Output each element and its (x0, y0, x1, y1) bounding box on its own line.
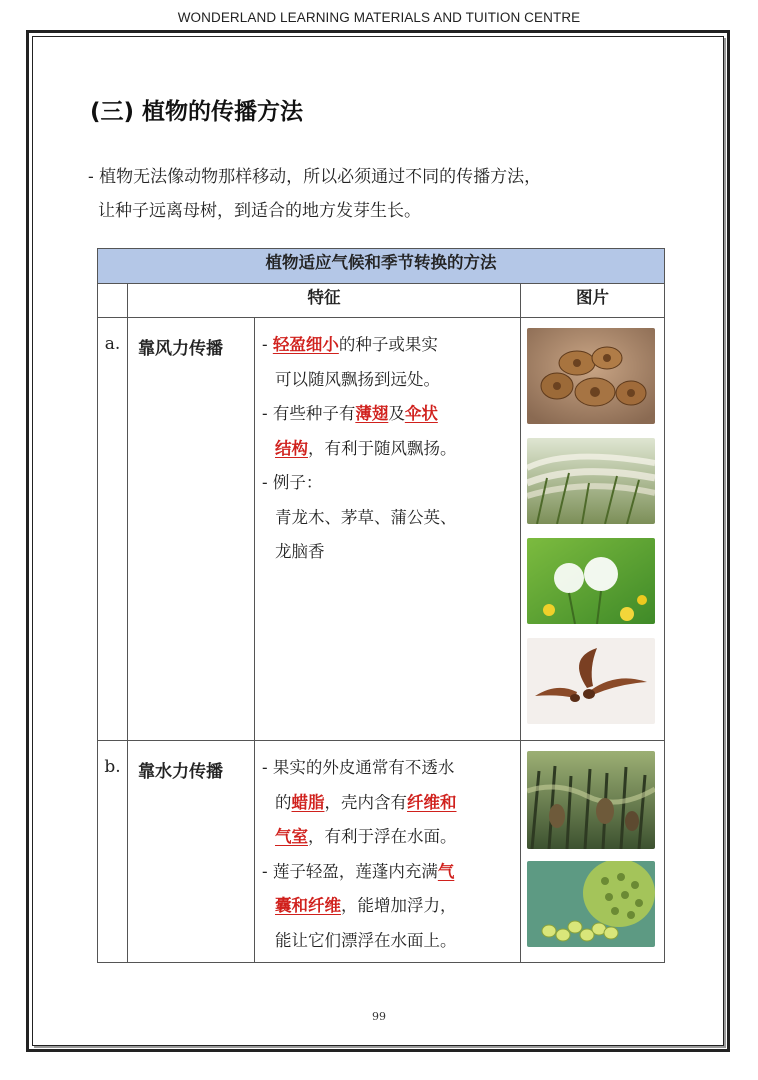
page-header: WONDERLAND LEARNING MATERIALS AND TUITION CENTRE (177, 10, 581, 25)
desc-continuation: 青龙木、茅草、蒲公英、 (275, 507, 457, 527)
intro-line-2: 让种子远离母树，到适合的地方发芽生长。 (98, 201, 421, 221)
desc-item: - 有些种子有薄翅及伞状 (262, 404, 438, 423)
intro-paragraph (88, 160, 541, 228)
method-description (255, 318, 521, 741)
highlight-keyword: 结构 (275, 438, 308, 458)
column-header-picture: 图片 (521, 284, 665, 318)
method-description (255, 741, 521, 963)
desc-item: - 果实的外皮通常有不透水 (262, 758, 455, 777)
dispersal-table (97, 248, 665, 963)
desc-continuation: 的蜡脂，壳内含有纤维和 (275, 792, 457, 812)
blank-header-cell (98, 284, 128, 318)
picture-cell (521, 318, 665, 741)
method-name: 靠风力传播 (128, 318, 255, 741)
picture-cell (521, 741, 665, 963)
section-title: (三) 植物的传播方法 (90, 99, 304, 125)
dipterocarp-seed-photo (527, 638, 655, 724)
desc-item: - 例子： (262, 473, 323, 492)
lotus-pod-photo (527, 861, 655, 947)
table-row (98, 741, 665, 963)
desc-continuation: 可以随风飘扬到远处。 (275, 369, 440, 389)
highlight-keyword: 气室 (275, 827, 308, 846)
desc-item: - 莲子轻盈，莲蓬内充满气 (262, 861, 455, 881)
page-number: 99 (372, 1010, 386, 1023)
desc-continuation: 龙脑香 (275, 542, 325, 561)
table-caption: 植物适应气候和季节转换的方法 (98, 249, 665, 284)
highlight-keyword: 囊和纤维 (275, 896, 341, 915)
grass-photo (527, 438, 655, 524)
table-row (98, 318, 665, 741)
intro-line-1: - 植物无法像动物那样移动，所以必须通过不同的传播方法， (88, 167, 542, 187)
row-index: b. (98, 741, 128, 963)
highlight-keyword: 气 (437, 861, 455, 881)
dandelion-photo (527, 538, 655, 624)
highlight-keyword: 轻盈细小 (272, 335, 339, 354)
column-header-feature: 特征 (128, 284, 521, 318)
winged-seeds-photo (527, 328, 655, 424)
desc-continuation: 能让它们漂浮在水面上。 (275, 930, 457, 950)
desc-item: - 轻盈细小的种子或果实 (262, 335, 438, 354)
highlight-keyword: 薄翅 (355, 404, 389, 423)
highlight-keyword: 蜡脂 (291, 792, 325, 812)
method-name: 靠水力传播 (128, 741, 255, 963)
highlight-keyword: 纤维和 (407, 792, 457, 812)
desc-continuation: 结构，有利于随风飘扬。 (275, 438, 457, 458)
desc-continuation: 气室，有利于浮在水面。 (275, 827, 457, 846)
mangrove-photo (527, 751, 655, 849)
row-index: a. (98, 318, 128, 741)
highlight-keyword: 伞状 (404, 404, 438, 423)
desc-continuation: 囊和纤维，能增加浮力， (275, 896, 457, 915)
